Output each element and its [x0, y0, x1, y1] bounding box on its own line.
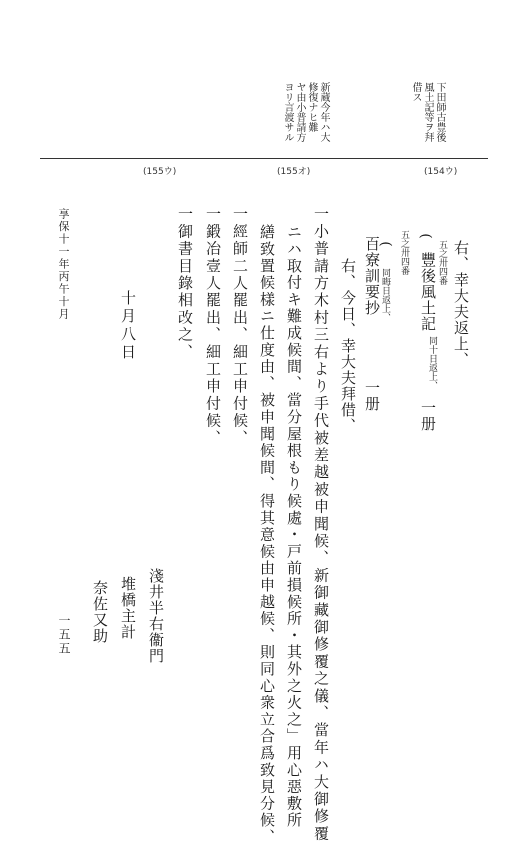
text-line: 繕致置候樣ニ仕度由、被申聞候間、得其意候由申越候、則同心衆立合爲致見分候、 [258, 224, 276, 846]
header-divider [40, 158, 488, 159]
text-line: 右、幸大夫返上、 [452, 240, 470, 368]
volume-count: 一册 [419, 400, 437, 432]
bracket-mark: ( [417, 233, 434, 239]
text-line: 一御書目錄相改之、 [176, 206, 194, 361]
text-line: ニハ取付キ難成候間、當分屋根もり候處・戸前損候所・其外之火之」用心惡敷所 [285, 224, 303, 829]
return-note: 同晦日返上、 [380, 268, 390, 322]
text-line: 右、今日、幸大夫拜借、 [339, 258, 357, 434]
text-line: 一經師二人罷出、細工申付候、 [231, 206, 249, 447]
page-number: 一五五 [57, 614, 71, 656]
header-note: 下田師古豊後 [434, 82, 445, 142]
shelf-mark: 五之卅四番 [437, 240, 447, 285]
signatory: 淺井半右衞門 [147, 568, 165, 664]
header-note: 借ス [410, 82, 421, 102]
text-line: 一鍛冶壹人罷出、細工申付候、 [204, 206, 222, 447]
signatory: 奈佐又助 [91, 580, 109, 644]
book-title: 百寮訓要抄 [363, 236, 381, 316]
header-note: ヨリ言渡サル [282, 82, 293, 142]
header-note: 風土記等ヲ拜 [422, 82, 433, 142]
header-note: ヤ由小普請方 [294, 82, 305, 142]
page-mark-right: (154ウ) [424, 167, 458, 177]
date: 十月八日 [119, 290, 137, 362]
signatory: 堆橋主計 [119, 576, 137, 640]
book-title: 豐後風土記 [419, 252, 437, 332]
page-mark-center: (155オ) [277, 167, 311, 177]
bracket-mark: ( [377, 241, 394, 247]
volume-count: 一册 [363, 380, 381, 412]
text-line: 一小普請方木村三右より手代被差越被申聞候、新御藏御修覆之儀、當年ハ大御修覆 [312, 206, 330, 843]
shelf-mark: 五之卅四番 [399, 230, 409, 275]
page-mark-left: (155ウ) [143, 167, 177, 177]
return-note: 同十日返上、 [427, 336, 437, 390]
era-date: 享保十一年丙午十月 [57, 208, 70, 321]
header-note: 新蔵今年ハ大 [318, 82, 329, 142]
header-note: 修復ナヒ難 [306, 82, 317, 132]
